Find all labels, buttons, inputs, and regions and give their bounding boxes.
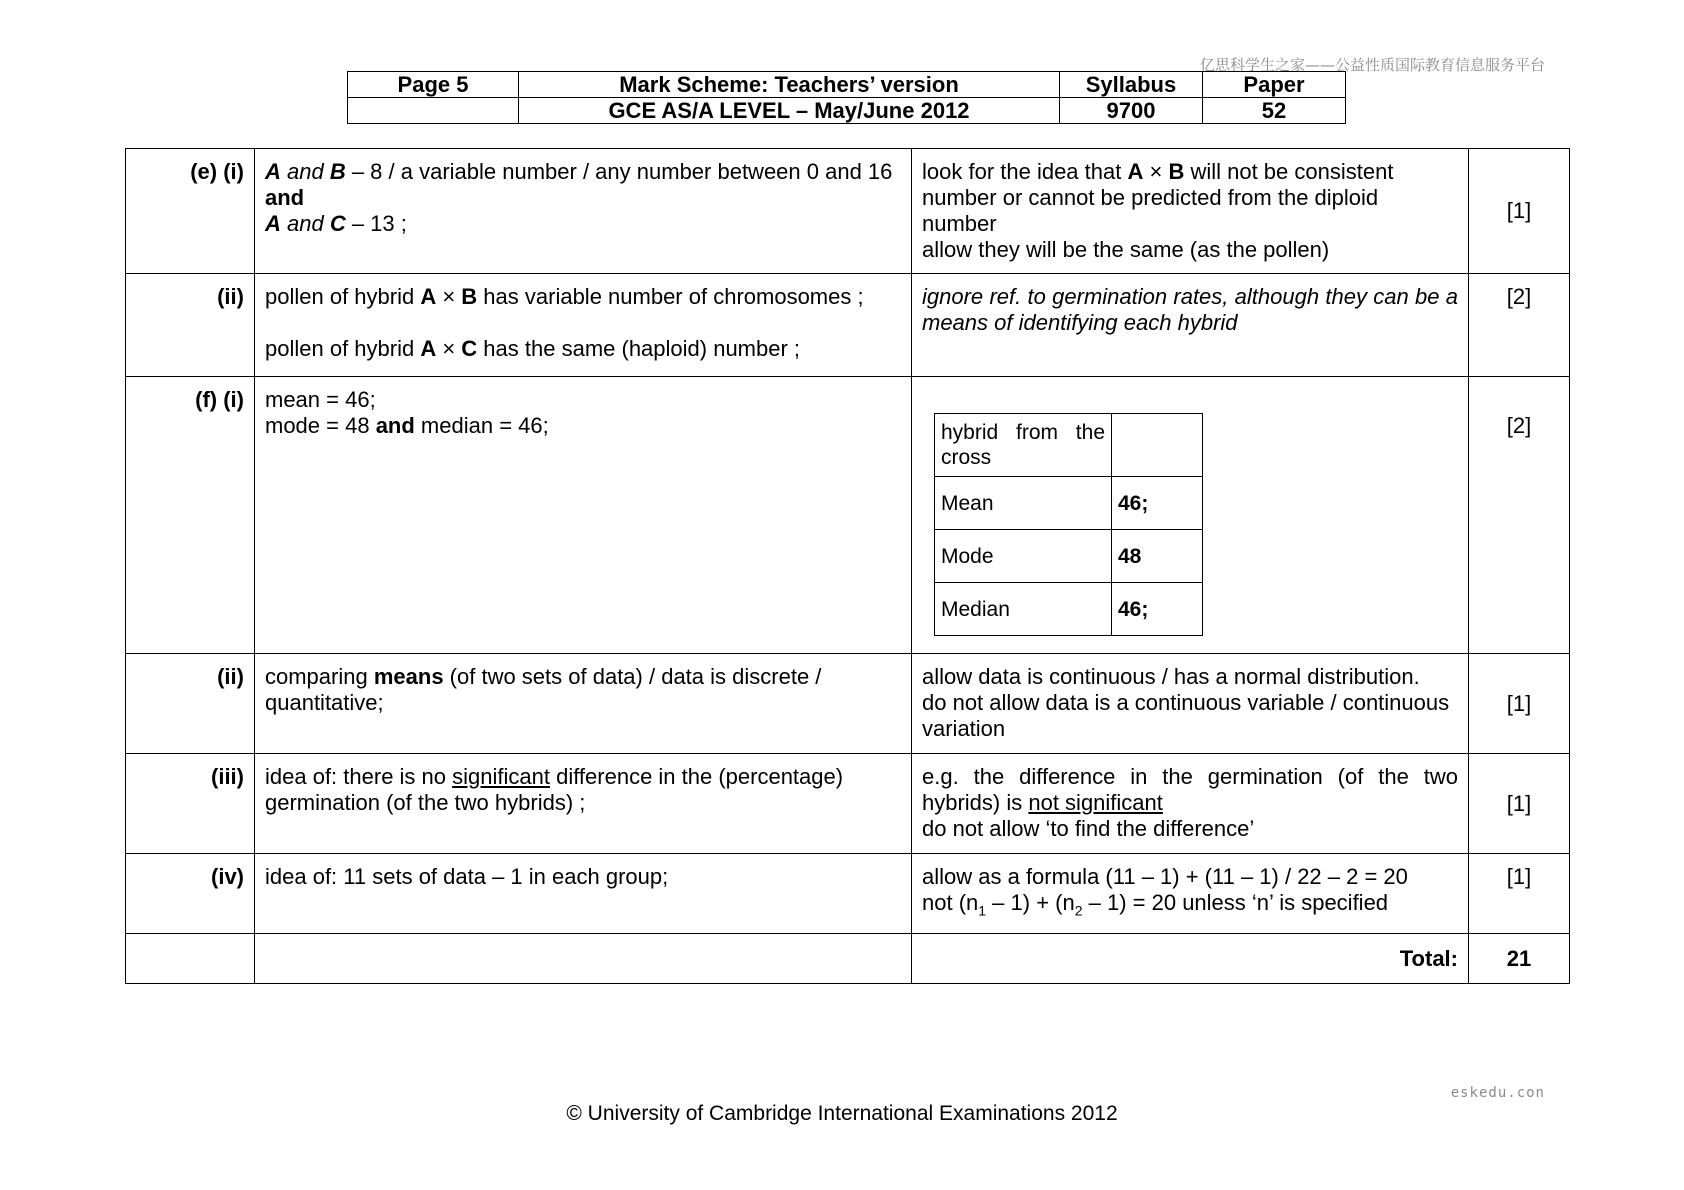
header-paper-label: Paper bbox=[1203, 72, 1346, 98]
answer-cell: A and B – 8 / a variable number / any number between 0 and 16 and A and C – 13 ; bbox=[255, 149, 912, 274]
answer-cell: comparing means (of two sets of data) / data is discrete / quantitative; bbox=[255, 654, 912, 754]
stats-header-empty bbox=[1112, 414, 1203, 477]
stats-mean-label: Mean bbox=[935, 477, 1112, 530]
total-value: 21 bbox=[1469, 934, 1570, 984]
row-f-i bbox=[126, 377, 1570, 654]
total-empty-1 bbox=[126, 934, 255, 984]
header-empty bbox=[348, 98, 519, 124]
row-f-ii bbox=[126, 654, 1570, 754]
footer-copyright: © University of Cambridge International Examinations 2012 bbox=[566, 1102, 1118, 1125]
row-total bbox=[126, 934, 1570, 984]
mark-cell: [1] bbox=[1469, 854, 1570, 934]
total-label: Total: bbox=[912, 934, 1469, 984]
question-label: (iii) bbox=[126, 754, 255, 854]
header-paper: 52 bbox=[1203, 98, 1346, 124]
answer-cell: pollen of hybrid A × B has variable number of chromosomes ; pollen of hybrid A × C has the same (haploid) number ; bbox=[255, 274, 912, 377]
stats-median-label: Median bbox=[935, 583, 1112, 636]
row-f-iv bbox=[126, 854, 1570, 934]
question-label: (ii) bbox=[126, 274, 255, 377]
answer-cell: idea of: there is no significant difference in the (percentage) germination (of the two hybrids) ; bbox=[255, 754, 912, 854]
row-e-i bbox=[126, 149, 1570, 274]
guidance-cell bbox=[912, 377, 1469, 654]
answer-cell: idea of: 11 sets of data – 1 in each group; bbox=[255, 854, 912, 934]
watermark-bottom: eskedu.con bbox=[1450, 1085, 1545, 1101]
guidance-cell: allow data is continuous / has a normal distribution. do not allow data is a continuous variable / continuous variation bbox=[912, 654, 1469, 754]
header-syllabus: 9700 bbox=[1060, 98, 1203, 124]
header-page: Page 5 bbox=[348, 72, 519, 98]
mark-cell: [2] bbox=[1469, 377, 1570, 654]
header-exam: GCE AS/A LEVEL – May/June 2012 bbox=[519, 98, 1060, 124]
question-label: (ii) bbox=[126, 654, 255, 754]
stats-mode-label: Mode bbox=[935, 530, 1112, 583]
stats-mean-value: 46; bbox=[1112, 477, 1203, 530]
stats-mode-value: 48 bbox=[1112, 530, 1203, 583]
mark-scheme-table bbox=[125, 148, 1570, 984]
mark-cell: [1] bbox=[1469, 149, 1570, 274]
guidance-cell: e.g. the difference in the germination (of the two hybrids) is not significant do not allow ‘to find the difference’ bbox=[912, 754, 1469, 854]
question-label: (e) (i) bbox=[126, 149, 255, 274]
row-e-ii bbox=[126, 274, 1570, 377]
guidance-cell: allow as a formula (11 – 1) + (11 – 1) / 22 – 2 = 20 not $(n_1 - 1) + (n_2 - 1) = 20$ unless ‘n’ is specified bbox=[912, 854, 1469, 934]
mark-cell: [1] bbox=[1469, 654, 1570, 754]
mark-cell: [1] bbox=[1469, 754, 1570, 854]
header-table bbox=[347, 71, 1346, 124]
header-title: Mark Scheme: Teachers’ version bbox=[519, 72, 1060, 98]
header-syllabus-label: Syllabus bbox=[1060, 72, 1203, 98]
stats-table bbox=[934, 413, 1203, 636]
watermark-top: 亿思科学生之家——公益性质国际教育信息服务平台 bbox=[1199, 56, 1545, 74]
stats-median-value: 46; bbox=[1112, 583, 1203, 636]
guidance-cell: ignore ref. to germination rates, although they can be a means of identifying each hybrid bbox=[912, 274, 1469, 377]
question-label: (iv) bbox=[126, 854, 255, 934]
guidance-cell: look for the idea that A × B will not be consistent number or cannot be predicted from the diploid number allow they will be the same (as the pollen) bbox=[912, 149, 1469, 274]
question-label: (f) (i) bbox=[126, 377, 255, 654]
stats-header: hybrid from the cross bbox=[935, 414, 1112, 477]
mark-cell: [2] bbox=[1469, 274, 1570, 377]
row-f-iii bbox=[126, 754, 1570, 854]
total-empty-2 bbox=[255, 934, 912, 984]
answer-cell: mean = 46; mode = 48 and median = 46; bbox=[255, 377, 912, 654]
